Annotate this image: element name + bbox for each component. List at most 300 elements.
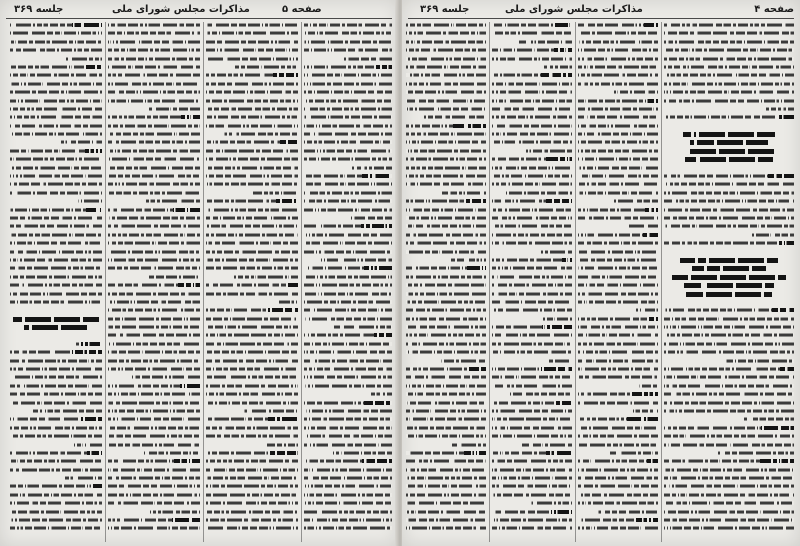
text-line (578, 375, 658, 379)
text-line (10, 182, 102, 186)
text-line (10, 258, 102, 262)
text-line (406, 182, 486, 186)
text-line (406, 308, 486, 312)
text-line (304, 375, 392, 379)
text-line (451, 258, 486, 262)
text-line (304, 157, 392, 161)
text-line (492, 216, 572, 220)
text-line (492, 510, 572, 514)
text-line (206, 241, 298, 245)
text-line (371, 392, 392, 396)
column-rule (575, 22, 576, 542)
text-line (492, 90, 572, 94)
text-line (578, 73, 658, 77)
text-line (610, 199, 658, 203)
text-line (424, 115, 486, 119)
page-right (402, 0, 800, 546)
text-line (108, 182, 200, 186)
text-line (492, 367, 572, 371)
text-line (206, 48, 298, 52)
text-line (492, 384, 572, 388)
text-line (10, 451, 102, 455)
text-line (234, 275, 298, 279)
text-line (578, 401, 658, 405)
text-line (406, 409, 486, 413)
text-line (519, 40, 572, 44)
text-line (340, 57, 392, 61)
text-line (406, 132, 486, 136)
text-line (206, 107, 298, 111)
heading-line (692, 266, 765, 271)
text-line (578, 250, 658, 254)
text-line (406, 468, 486, 472)
text-line (578, 216, 658, 220)
text-line (108, 124, 200, 128)
text-line (108, 476, 200, 480)
text-line (304, 73, 392, 77)
text-line (578, 526, 658, 530)
text-line (206, 99, 298, 103)
text-line (544, 65, 572, 69)
text-line (108, 459, 200, 463)
text-line (206, 392, 298, 396)
text-line (108, 325, 200, 329)
text-line (492, 476, 572, 480)
heading-line (23, 325, 89, 330)
text-line (578, 300, 658, 304)
text-line (206, 426, 298, 430)
text-line (492, 157, 572, 161)
text-line (10, 82, 102, 86)
text-line (664, 384, 794, 388)
text-line (304, 493, 392, 497)
heading-line (686, 292, 772, 297)
heading-line (13, 317, 99, 322)
text-line (578, 65, 658, 69)
text-line (61, 140, 102, 144)
text-line (206, 258, 298, 262)
text-line (578, 333, 658, 337)
text-line (10, 359, 102, 363)
text-line (492, 493, 572, 497)
text-line (206, 325, 298, 329)
text-line (664, 367, 794, 371)
text-line (578, 459, 658, 463)
text-line (108, 65, 200, 69)
text-line (304, 65, 392, 69)
text-line (578, 149, 658, 153)
text-line (598, 510, 658, 514)
text-line (578, 266, 658, 270)
text-line (664, 333, 794, 337)
text-line (406, 484, 486, 488)
text-line (108, 392, 200, 396)
text-line (304, 501, 392, 505)
text-line (492, 258, 572, 262)
text-line (244, 409, 298, 413)
text-line (304, 208, 392, 212)
text-line (304, 266, 392, 270)
text-line (304, 90, 392, 94)
text-line (10, 401, 102, 405)
text-line (206, 166, 298, 170)
text-line (406, 375, 486, 379)
text-line (108, 367, 200, 371)
text-line (10, 283, 102, 287)
column-rule (661, 22, 662, 542)
text-line (578, 140, 658, 144)
text-line (206, 292, 298, 296)
text-line (10, 526, 102, 530)
text-line (578, 241, 658, 245)
text-line (206, 510, 298, 514)
text-line (108, 224, 200, 228)
text-line (664, 308, 794, 312)
text-line (304, 417, 392, 421)
text-line (150, 510, 200, 514)
text-line (406, 233, 486, 237)
text-line (304, 99, 392, 103)
text-line (578, 434, 658, 438)
text-line (143, 199, 200, 203)
text-line (578, 292, 658, 296)
publication-title: مذاکرات مجلس شورای ملی (505, 4, 643, 15)
text-line (578, 208, 658, 212)
text-line (10, 250, 102, 254)
text-line (10, 493, 102, 497)
text-line (10, 73, 102, 77)
text-line (492, 451, 572, 455)
text-line (406, 73, 486, 77)
text-line (10, 459, 102, 463)
text-line (578, 233, 658, 237)
text-line (132, 375, 200, 379)
text-line (206, 31, 298, 35)
text-line (206, 73, 298, 77)
text-line (304, 484, 392, 488)
text-line (578, 342, 658, 346)
column-rule (105, 22, 106, 542)
text-line (492, 57, 572, 61)
text-line (406, 31, 486, 35)
text-line (492, 333, 572, 337)
text-line (406, 350, 486, 354)
text-line (224, 132, 298, 136)
text-line (206, 283, 298, 287)
text-column (304, 23, 392, 541)
text-line (492, 401, 572, 405)
text-line (664, 350, 794, 354)
text-line (10, 275, 102, 279)
text-line (452, 443, 486, 447)
page-number: صفحه ۴ (754, 4, 794, 15)
text-line (206, 157, 298, 161)
text-line (492, 23, 572, 27)
text-line (664, 510, 794, 514)
text-line (664, 401, 794, 405)
text-line (492, 107, 572, 111)
text-line (108, 501, 200, 505)
text-line (406, 224, 486, 228)
text-line (145, 275, 200, 279)
text-line (744, 417, 794, 421)
text-line (406, 90, 486, 94)
text-line (664, 392, 794, 396)
text-line (304, 132, 392, 136)
text-line (578, 468, 658, 472)
text-line (492, 99, 572, 103)
text-line (541, 250, 572, 254)
text-line (406, 451, 486, 455)
text-line (10, 48, 102, 52)
text-line (578, 283, 658, 287)
text-line (664, 426, 794, 430)
text-line (664, 526, 794, 530)
text-line (206, 384, 298, 388)
text-line (406, 526, 486, 530)
heading-line (685, 157, 774, 162)
text-line (492, 308, 572, 312)
text-line (10, 468, 102, 472)
text-line (406, 250, 486, 254)
text-line (10, 216, 102, 220)
text-line (578, 275, 658, 279)
text-line (10, 266, 102, 270)
text-line (108, 417, 200, 421)
text-column (664, 23, 794, 541)
line-spacer (10, 308, 102, 312)
text-line (333, 325, 392, 329)
text-line (304, 233, 392, 237)
text-line (108, 82, 200, 86)
text-line (253, 191, 298, 195)
text-line (304, 443, 392, 447)
text-line (578, 392, 658, 396)
text-line (206, 317, 298, 321)
text-line (664, 57, 794, 61)
text-line (304, 82, 392, 86)
text-line (492, 350, 572, 354)
text-line (10, 392, 102, 396)
text-line (492, 518, 572, 522)
text-line (578, 48, 658, 52)
text-line (406, 174, 486, 178)
text-line (304, 40, 392, 44)
text-line (406, 157, 486, 161)
text-line (206, 468, 298, 472)
text-line (304, 107, 392, 111)
text-line (578, 115, 658, 119)
text-line (492, 48, 572, 52)
text-line (664, 325, 794, 329)
text-line (206, 82, 298, 86)
text-line (108, 300, 200, 304)
text-line (304, 182, 392, 186)
text-line (108, 258, 200, 262)
text-line (664, 484, 794, 488)
text-line (492, 82, 572, 86)
text-line (108, 317, 200, 321)
text-line (108, 342, 200, 346)
text-line (664, 99, 794, 103)
text-line (664, 73, 794, 77)
text-line (664, 31, 794, 35)
text-line (406, 241, 486, 245)
text-line (304, 426, 392, 430)
text-line (108, 409, 200, 413)
text-line (206, 333, 298, 337)
text-line (10, 510, 102, 514)
text-line (304, 48, 392, 52)
text-line (277, 300, 298, 304)
text-line (530, 501, 572, 505)
text-line (108, 140, 200, 144)
text-line (664, 65, 794, 69)
text-line (442, 191, 486, 195)
text-line (108, 23, 200, 27)
text-line (10, 367, 102, 371)
text-line (492, 325, 572, 329)
text-line (349, 216, 392, 220)
text-line (76, 199, 102, 203)
text-line (108, 518, 200, 522)
text-line (406, 275, 486, 279)
text-line (492, 132, 572, 136)
text-line (664, 199, 794, 203)
text-line (206, 174, 298, 178)
text-line (235, 65, 298, 69)
text-line (406, 65, 486, 69)
text-line (304, 409, 392, 413)
text-line (664, 90, 794, 94)
text-column (206, 23, 298, 541)
text-line (108, 493, 200, 497)
text-line (10, 40, 102, 44)
text-line (664, 191, 794, 195)
text-line (578, 132, 658, 136)
text-line (406, 392, 486, 396)
text-line (321, 258, 392, 262)
text-line (108, 426, 200, 430)
text-line (578, 174, 658, 178)
text-line (108, 48, 200, 52)
page-header (408, 3, 794, 19)
text-line (578, 325, 658, 329)
text-line (108, 283, 200, 287)
text-line (108, 308, 200, 312)
text-line (406, 426, 486, 430)
text-line (10, 384, 102, 388)
text-line (206, 57, 298, 61)
text-line (10, 157, 102, 161)
text-line (304, 292, 392, 296)
session-label: جلسه ۳۶۹ (420, 4, 470, 15)
column-rule (301, 22, 302, 542)
text-line (406, 342, 486, 346)
text-line (333, 451, 392, 455)
text-line (510, 392, 572, 396)
text-line (406, 208, 486, 212)
text-line (206, 493, 298, 497)
column-rule (203, 22, 204, 542)
text-line (664, 476, 794, 480)
text-line (492, 375, 572, 379)
text-line (206, 342, 298, 346)
text-line (206, 23, 298, 27)
text-line (664, 208, 794, 212)
text-line (406, 283, 486, 287)
text-line (10, 166, 102, 170)
text-line (352, 166, 392, 170)
text-line (622, 224, 658, 228)
text-line (304, 275, 392, 279)
text-line (304, 367, 392, 371)
text-line (406, 501, 486, 505)
column-rule (489, 22, 490, 542)
text-line (206, 417, 298, 421)
text-line (492, 31, 572, 35)
text-line (10, 434, 102, 438)
text-line (578, 99, 658, 103)
text-line (304, 401, 392, 405)
text-line (406, 199, 486, 203)
text-line (519, 443, 572, 447)
text-line (549, 359, 572, 363)
text-line (723, 359, 794, 363)
text-line (578, 107, 658, 111)
text-line (406, 149, 486, 153)
line-spacer (664, 166, 794, 170)
text-line (10, 350, 102, 354)
text-line (206, 266, 298, 270)
text-line (578, 166, 658, 170)
text-line (304, 199, 392, 203)
text-line (304, 434, 392, 438)
page-header (6, 3, 392, 19)
text-line (492, 409, 572, 413)
text-line (10, 375, 102, 379)
text-line (492, 174, 572, 178)
text-line (10, 484, 102, 488)
text-line (492, 292, 572, 296)
text-line (304, 308, 392, 312)
page-number: صفحه ۵ (282, 4, 322, 15)
text-line (578, 191, 658, 195)
text-line (10, 208, 102, 212)
text-line (10, 31, 102, 35)
text-line (304, 241, 392, 245)
text-line (108, 359, 200, 363)
text-line (664, 82, 794, 86)
text-line (206, 501, 298, 505)
text-line (304, 115, 392, 119)
text-line (406, 459, 486, 463)
text-line (65, 476, 102, 480)
text-line (492, 115, 572, 119)
text-column (406, 23, 486, 541)
text-line (10, 65, 102, 69)
text-line (108, 40, 200, 44)
text-line (206, 216, 298, 220)
text-line (664, 501, 794, 505)
text-line (492, 182, 572, 186)
text-column (108, 23, 200, 541)
text-line (718, 451, 794, 455)
text-line (304, 191, 392, 195)
text-line (108, 99, 200, 103)
page-left (0, 0, 398, 546)
text-line (406, 82, 486, 86)
